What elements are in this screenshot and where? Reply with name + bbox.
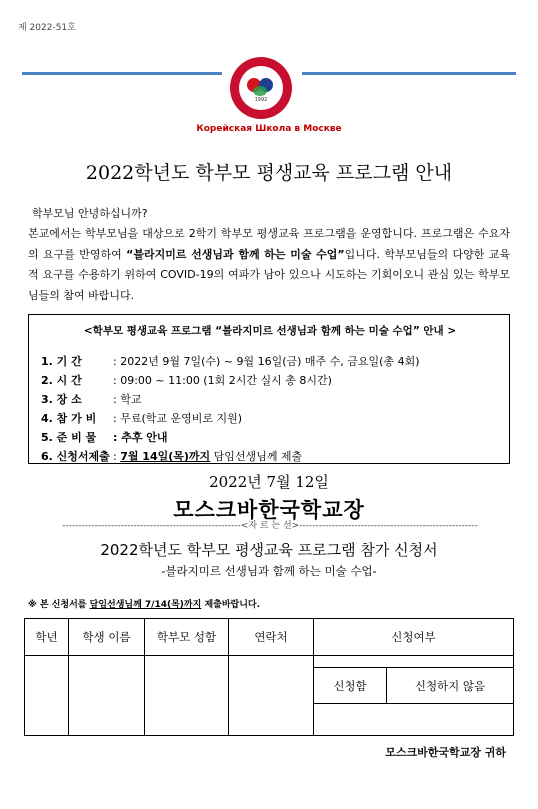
submission-deadline: 7월 14일(목)까지 xyxy=(120,450,211,463)
info-value-prefix: : xyxy=(113,450,121,463)
form-notice xyxy=(28,597,260,610)
info-key: 6. 신청서제출 xyxy=(41,450,110,463)
info-value: : 학교 xyxy=(113,393,142,406)
parent-name-cell[interactable] xyxy=(145,656,229,736)
header-rule-left xyxy=(22,72,222,75)
school-logo xyxy=(230,57,292,119)
form-title: 2022학년도 학부모 평생교육 프로그램 참가 신청서 xyxy=(100,541,438,559)
info-item-place xyxy=(41,391,141,407)
info-key: 5. 준 비 물 xyxy=(41,431,97,444)
info-item-fee xyxy=(41,410,242,426)
info-value: : 추후 안내 xyxy=(113,431,168,444)
form-subtitle: -블라지미르 선생님과 함께 하는 미술 수업- xyxy=(161,564,377,578)
program-name-highlight: “블라지미르 선생님과 함께 하는 미술 수업” xyxy=(126,247,345,261)
page-title: 2022학년도 학부모 평생교육 프로그램 안내 xyxy=(85,162,453,184)
info-item-supplies xyxy=(41,429,168,445)
signature-line: 모스크바한국학교장 귀하 xyxy=(385,746,506,759)
header-application-status: 신청여부 xyxy=(314,619,514,656)
option-not-apply[interactable]: 신청하지 않음 xyxy=(387,668,514,704)
info-key: 3. 장 소 xyxy=(41,393,82,406)
info-item-time xyxy=(41,372,332,388)
header-rule-right xyxy=(302,72,516,75)
notice-suffix: 제출바랍니다. xyxy=(201,600,261,610)
header-grade: 학년 xyxy=(25,619,69,656)
student-name-cell[interactable] xyxy=(69,656,145,736)
info-item-period xyxy=(41,353,420,369)
info-value: : 09:00 ~ 11:00 (1회 2시간 실시 총 8시간) xyxy=(113,374,332,387)
info-key: 2. 시 간 xyxy=(41,374,82,387)
info-item-submission xyxy=(41,448,302,464)
contact-cell[interactable] xyxy=(229,656,314,736)
info-value-suffix: 담임선생님께 제출 xyxy=(210,450,303,463)
body-text-1: 본교에서는 학부모님을 대상으로 2학기 학부모 평생교육 프로그램을 운영합니다. 프로그램은 수요자의 요구를 반영하여 xyxy=(28,227,510,261)
notice-prefix: ※ 본 신청서를 xyxy=(28,600,90,610)
info-box-title: <학부모 평생교육 프로그램 “블라지미르 선생님과 함께 하는 미술 수업” 안내 > xyxy=(83,325,457,337)
document-number: 제 2022-51호 xyxy=(18,23,76,33)
school-name-russian: Корейская Школа в Москве xyxy=(196,124,342,134)
info-box xyxy=(28,314,510,464)
info-value: : 2022년 9월 7일(수) ~ 9월 16일(금) 매주 수, 금요일(총 4회) xyxy=(113,355,420,368)
info-key: 4. 참 가 비 xyxy=(41,412,97,425)
logo-year: 1992 xyxy=(254,97,268,103)
info-key: 1. 기 간 xyxy=(41,355,82,368)
notice-deadline: 담임선생님께 7/14(목)까지 xyxy=(89,600,202,610)
option-apply[interactable]: 신청함 xyxy=(314,668,387,704)
cut-line: -------------------------------------------------------<자 르 는 선>------------------------------------------------------- xyxy=(62,521,478,531)
grade-cell[interactable] xyxy=(25,656,69,736)
header-parent-name: 학부모 성함 xyxy=(145,619,229,656)
body-text-2: 입니다. 학부모님들의 다양한 교육적 요구를 수용하기 위하여 COVID-19의 여파가 남아 있으나 시도하는 기회이오니 관심 있는 학부모님들의 참여 바랍니다. xyxy=(28,247,511,302)
header-contact: 연락처 xyxy=(229,619,314,656)
info-value: : 무료(학교 운영비로 지원) xyxy=(113,412,243,425)
status-spacer xyxy=(314,656,514,668)
document-date: 2022년 7월 12일 xyxy=(209,473,329,491)
application-table xyxy=(24,618,514,736)
body-paragraph xyxy=(28,224,510,306)
header-student-name: 학생 이름 xyxy=(69,619,145,656)
status-bottom-spacer xyxy=(314,704,514,736)
greeting: 학부모님 안녕하십니까? xyxy=(32,207,148,220)
principal-title: 모스크바한국학교장 xyxy=(173,497,365,522)
